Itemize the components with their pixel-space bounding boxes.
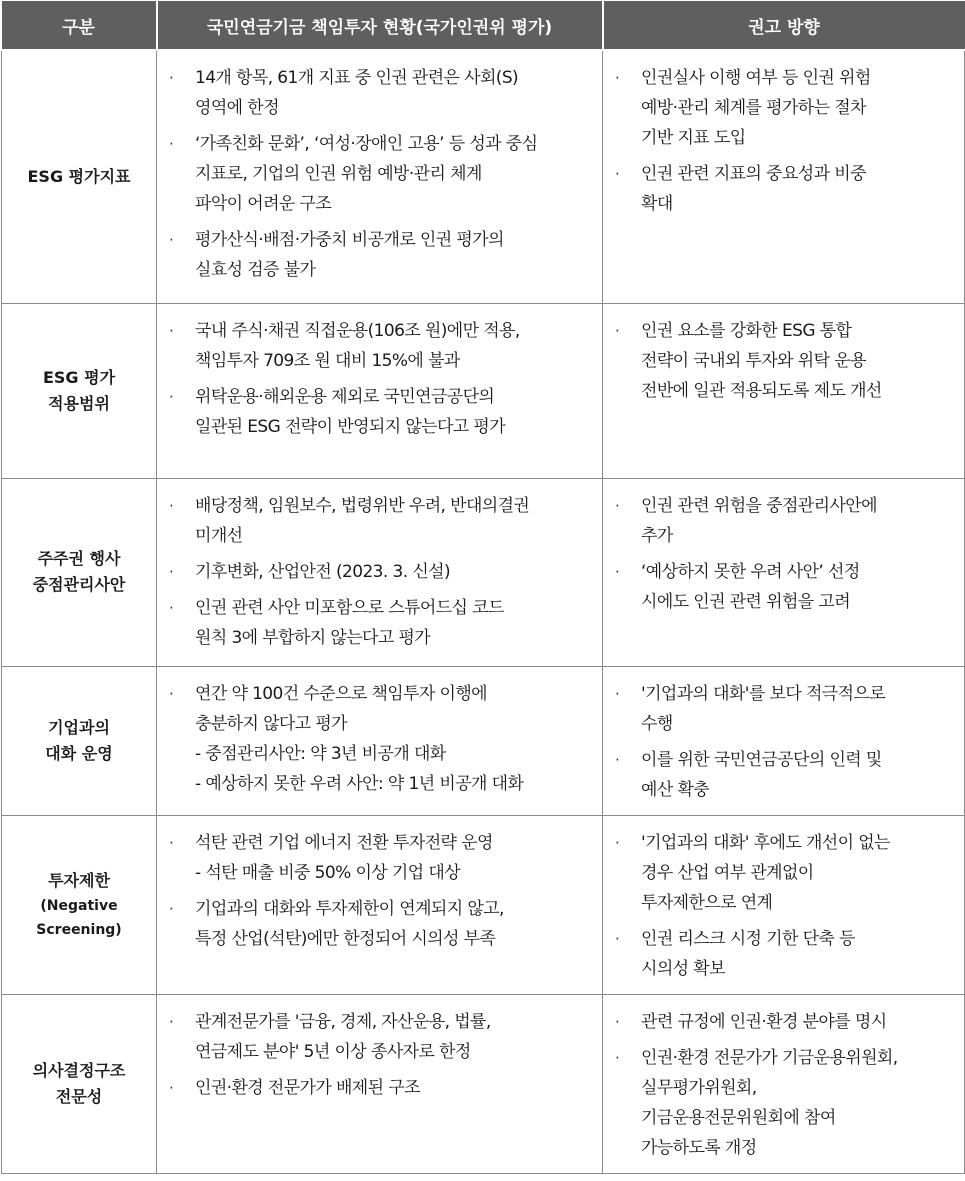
category-label-line: ESG 평가 [42, 367, 116, 387]
bullet-icon: · [615, 833, 620, 852]
list-item [169, 225, 594, 285]
list-item [169, 491, 594, 551]
status-cell [157, 303, 603, 478]
recommendation-cell [603, 994, 965, 1173]
recommendation-text: 인권 요소를 강화한 ESG 통합 전략이 국내외 투자와 위탁 운용 전반에 일관 적용되도록 제도 개선 [641, 320, 882, 401]
table-row [2, 478, 965, 666]
list-item [169, 129, 594, 219]
bullet-icon: · [615, 684, 620, 703]
recommendation-text: '기업과의 대화'를 보다 적극적으로 수행 [641, 683, 886, 734]
bullet-icon: · [169, 684, 174, 703]
status-text: 위탁운용·해외운용 제외로 국민연금공단의 일관된 ESG 전략이 반영되지 않는다고 평가 [195, 386, 506, 437]
row-category [2, 666, 157, 815]
list-item [615, 63, 956, 153]
list-item [169, 828, 594, 888]
list-item [169, 557, 594, 587]
header-row [2, 1, 965, 50]
bullet-icon: · [169, 387, 174, 406]
esg-table [1, 1, 965, 1174]
bullet-icon: · [169, 899, 174, 918]
category-label-line: 대화 운영 [45, 743, 113, 763]
category-label-line: 기업과의 [48, 717, 110, 737]
bullet-icon: · [615, 321, 620, 340]
status-text: 14개 항목, 61개 지표 중 인권 관련은 사회(S) 영역에 한정 [195, 68, 519, 118]
status-text: 국내 주식·채권 직접운용(106조 원)에만 적용, 책임투자 709조 원 대비 15%에 불과 [195, 320, 520, 371]
list-item [615, 828, 956, 918]
recommendation-text: 인권·환경 전문가가 기금운용위원회, 실무평가위원회, 기금운용전문위원회에 참여 가능하도록 개정 [641, 1047, 898, 1158]
status-text: 기후변화, 산업안전 (2023. 3. 신설) [195, 561, 450, 582]
table-row [2, 303, 965, 478]
table-body [2, 50, 965, 1173]
status-text: 기업과의 대화와 투자제한이 연계되지 않고, 특정 산업(석탄)에만 한정되어 시의성 부족 [195, 898, 504, 949]
status-cell [157, 994, 603, 1173]
category-label-line: (Negative [40, 897, 118, 914]
list-item [169, 382, 594, 442]
category-label-line: 적용범위 [48, 393, 110, 413]
bullet-icon: · [169, 1078, 174, 1097]
list-item [615, 159, 956, 219]
recommendation-text: 이를 위한 국민연금공단의 인력 및 예산 확충 [641, 749, 882, 800]
recommendation-text: 인권 관련 위험을 중점관리사안에 추가 [641, 495, 877, 546]
table-container [1, 1, 964, 1174]
header-category: 구분 [2, 1, 157, 50]
row-category [2, 478, 157, 666]
row-category [2, 994, 157, 1173]
recommendation-text: '기업과의 대화' 후에도 개선이 없는 경우 산업 여부 관계없이 투자제한으로 연계 [641, 832, 890, 913]
table-row [2, 815, 965, 994]
recommendation-cell [603, 666, 965, 815]
list-item [615, 557, 956, 617]
category-label-line: Screening) [36, 921, 122, 938]
list-item [169, 63, 594, 123]
status-text: 인권 관련 사안 미포함으로 스튜어드십 코드 원칙 3에 부합하지 않는다고 평가 [195, 597, 504, 648]
bullet-icon: · [169, 1012, 174, 1031]
bullet-icon: · [169, 833, 174, 852]
recommendation-cell [603, 478, 965, 666]
list-item [615, 1007, 956, 1037]
list-item [169, 316, 594, 376]
list-item [615, 491, 956, 551]
status-text: ‘가족친화 문화’, ‘여성·장애인 고용’ 등 성과 중심 지표로, 기업의 인권 위험 예방·관리 체계 파악이 어려운 구조 [195, 134, 538, 214]
status-cell [157, 478, 603, 666]
list-item [169, 1073, 594, 1103]
status-cell [157, 50, 603, 303]
header-status: 국민연금기금 책임투자 현황(국가인권위 평가) [157, 1, 603, 50]
bullet-icon: · [615, 165, 620, 183]
list-item [169, 679, 594, 799]
bullet-icon: · [169, 135, 174, 153]
recommendation-cell [603, 50, 965, 303]
status-text: 인권·환경 전문가가 배제된 구조 [195, 1077, 420, 1098]
bullet-icon: · [615, 1012, 620, 1031]
bullet-icon: · [615, 750, 620, 769]
table-row [2, 50, 965, 303]
status-text: 평가산식·배점·가중치 비공개로 인권 평가의 실효성 검증 불가 [195, 230, 504, 280]
status-cell [157, 666, 603, 815]
bullet-icon: · [169, 496, 174, 515]
category-label-line: ESG 평가지표 [27, 166, 131, 186]
bullet-icon: · [169, 231, 174, 249]
list-item [169, 894, 594, 954]
recommendation-cell [603, 815, 965, 994]
table-row [2, 994, 965, 1173]
recommendation-cell [603, 303, 965, 478]
bullet-icon: · [169, 69, 174, 87]
list-item [615, 679, 956, 739]
recommendation-text: 인권 리스크 시정 기한 단축 등 시의성 확보 [641, 928, 855, 979]
category-label-line: 투자제한 [48, 870, 110, 890]
recommendation-text: ‘예상하지 못한 우려 사안’ 선정 시에도 인권 관련 위험을 고려 [641, 561, 860, 612]
category-label-line: 주주권 행사 [37, 549, 121, 568]
list-item [169, 1007, 594, 1067]
bullet-icon: · [169, 321, 174, 340]
bullet-icon: · [615, 929, 620, 948]
category-label-line: 의사결정구조 [32, 1060, 126, 1080]
row-category [2, 815, 157, 994]
category-label-line: 전문성 [55, 1086, 103, 1106]
status-text: 연간 약 100건 수준으로 책임투자 이행에 충분하지 않다고 평가 - 중점관리사안: 약 3년 비공개 대화 - 예상하지 못한 우려 사안: 약 1년 비공개 대화 [195, 683, 524, 794]
status-cell [157, 815, 603, 994]
bullet-icon: · [169, 562, 174, 581]
recommendation-text: 인권 관련 지표의 중요성과 비중 확대 [641, 164, 866, 214]
bullet-icon: · [615, 562, 620, 581]
list-item [615, 316, 956, 406]
list-item [615, 745, 956, 805]
header-recommendation: 권고 방향 [603, 1, 965, 50]
row-category [2, 50, 157, 303]
row-category [2, 303, 157, 478]
list-item [169, 593, 594, 653]
recommendation-text: 인권실사 이행 여부 등 인권 위험 예방·관리 체계를 평가하는 절차 기반 지표 도입 [641, 68, 871, 148]
list-item [615, 924, 956, 984]
status-text: 관계전문가를 '금융, 경제, 자산운용, 법률, 연금제도 분야' 5년 이상 종사자로 한정 [195, 1011, 491, 1062]
table-row [2, 666, 965, 815]
list-item [615, 1043, 956, 1163]
bullet-icon: · [615, 69, 620, 87]
status-text: 배당정책, 임원보수, 법령위반 우려, 반대의결권 미개선 [195, 495, 530, 546]
bullet-icon: · [615, 496, 620, 515]
category-label-line: 중점관리사안 [32, 575, 126, 594]
status-text: 석탄 관련 기업 에너지 전환 투자전략 운영 - 석탄 매출 비중 50% 이상 기업 대상 [195, 832, 493, 883]
bullet-icon: · [169, 598, 174, 617]
recommendation-text: 관련 규정에 인권·환경 분야를 명시 [641, 1011, 887, 1032]
bullet-icon: · [615, 1048, 620, 1067]
